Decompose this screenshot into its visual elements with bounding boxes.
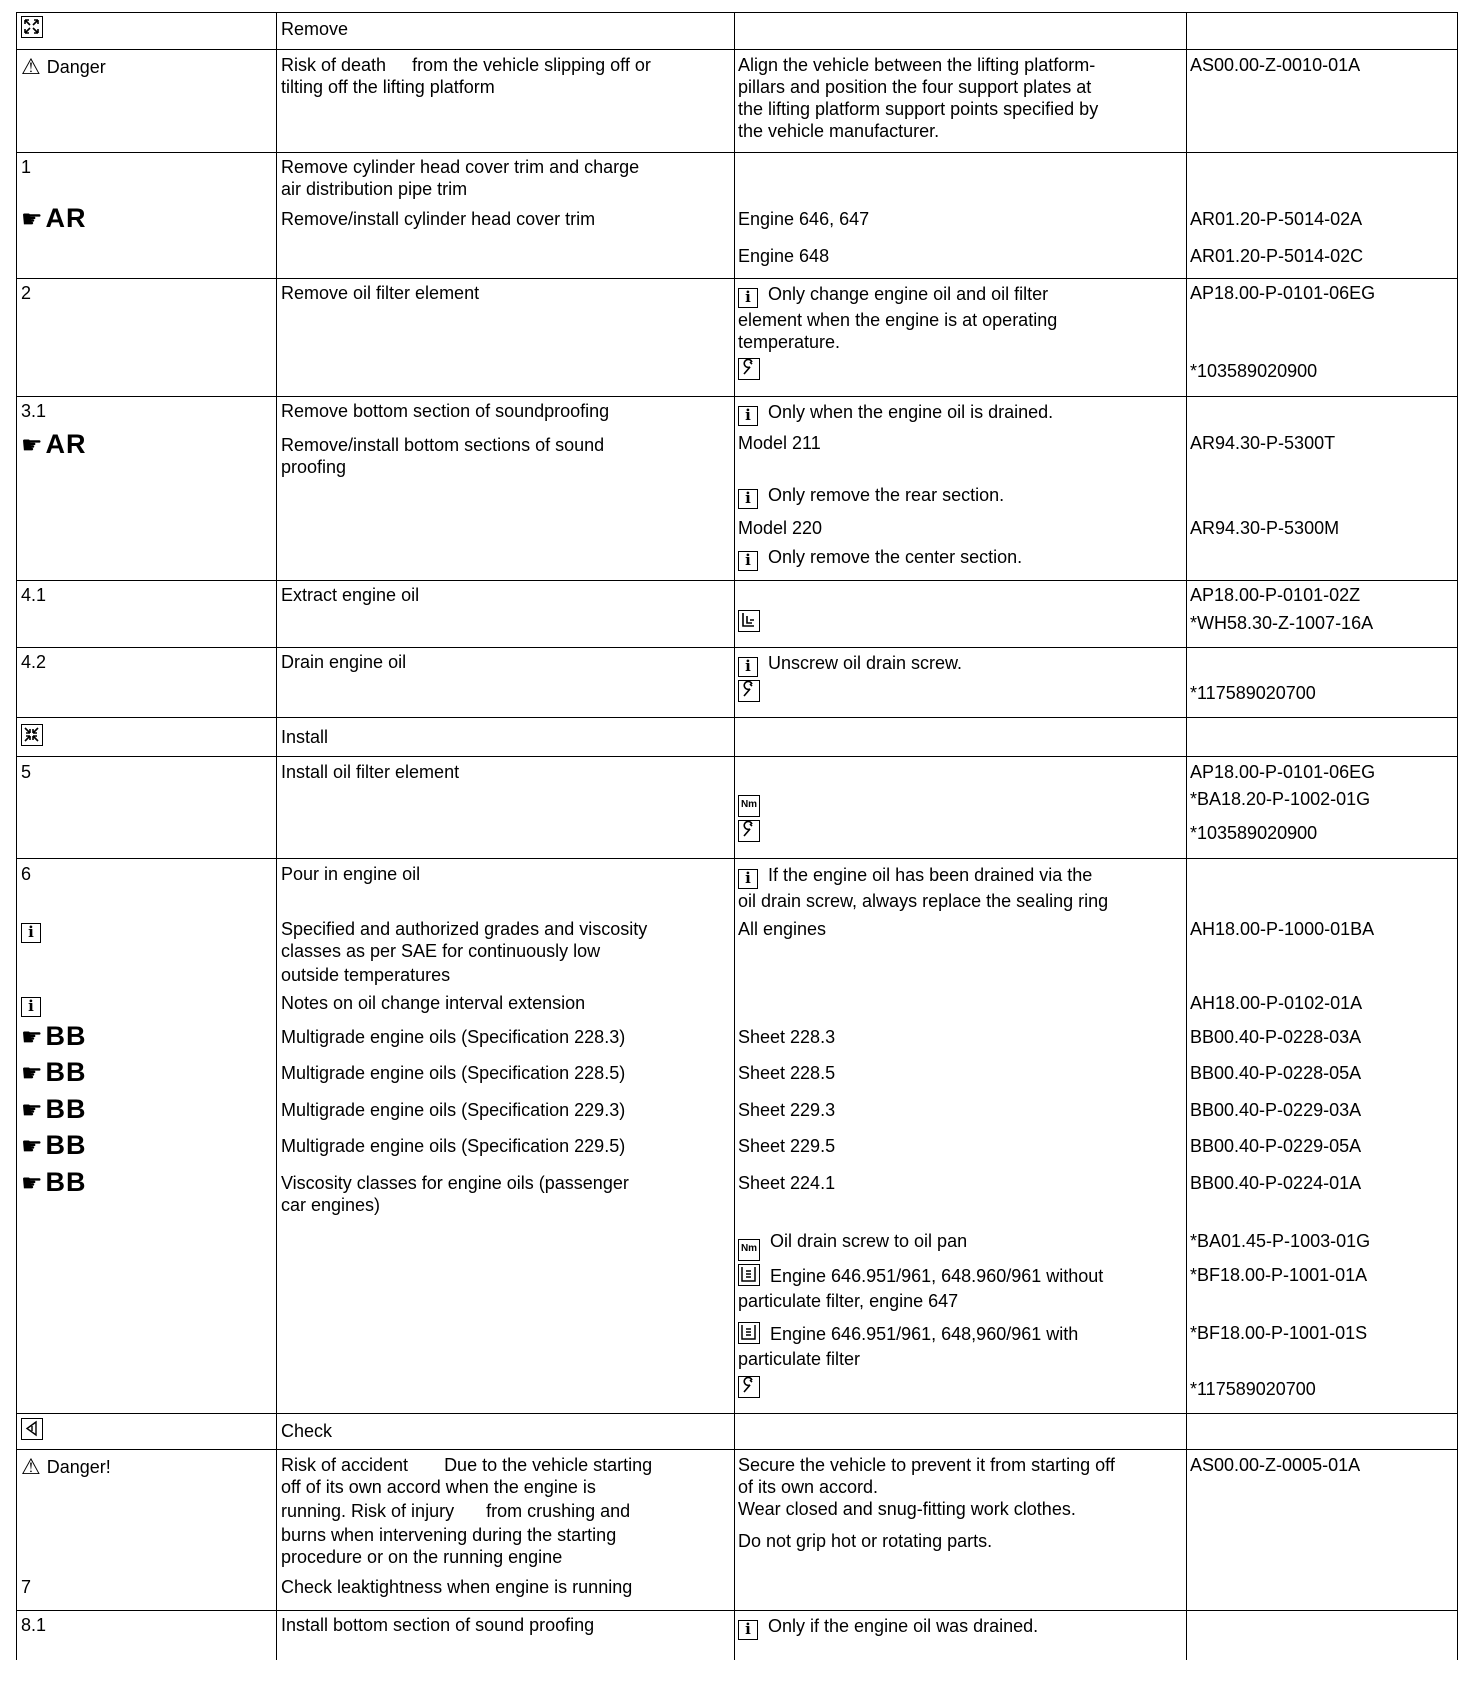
step-text: Install bottom section of sound proofing: [281, 1615, 595, 1635]
danger-text: Danger: [46, 57, 106, 77]
pointing-hand-icon: ☛: [21, 1059, 44, 1087]
danger-text: Danger!: [46, 1457, 111, 1477]
ar-reference-marker: ☛AR: [21, 203, 87, 233]
warning-triangle-icon: ⚠: [21, 1455, 41, 1480]
viscosity-text: Viscosity classes for engine oils (passenger: [281, 1173, 629, 1193]
danger-ref: AS00.00-Z-0010-01A: [1190, 55, 1361, 75]
bb-ref[interactable]: BB00.40-P-0228-03A: [1190, 1027, 1362, 1047]
row-divider: [17, 396, 1457, 397]
info-note: i Unscrew oil drain screw.: [738, 652, 1178, 677]
step-number: 3.1: [21, 401, 47, 421]
torque-icon: Nm: [738, 1239, 760, 1261]
row-divider: [17, 278, 1457, 279]
tool-marker: [738, 680, 1178, 703]
bb-reference-marker: ☛BB: [21, 1167, 87, 1197]
section-title-remove: Remove: [281, 19, 349, 39]
step-number: 6: [21, 864, 32, 884]
spec-applies: All engines: [738, 919, 827, 939]
oil-spec: Multigrade engine oils (Specification 229.5): [281, 1136, 626, 1156]
tool-marker: [738, 1376, 1178, 1399]
special-tool-icon: [738, 358, 760, 380]
bb-reference-marker: ☛BB: [21, 1094, 87, 1124]
oil-sheet: Sheet 229.5: [738, 1136, 836, 1156]
danger-risk: Risk of death from the vehicle slipping off or: [281, 55, 651, 75]
spec-text: Specified and authorized grades and viscosity: [281, 919, 648, 939]
info-icon: i: [738, 489, 758, 509]
danger-measure: Do not grip hot or rotating parts.: [738, 1531, 993, 1551]
oil-spec: Multigrade engine oils (Specification 228.5): [281, 1063, 626, 1083]
procedure-table: [16, 12, 1458, 1660]
info-icon: i: [738, 288, 758, 308]
row-divider: [17, 580, 1457, 581]
ah-ref[interactable]: AH18.00-P-0102-01A: [1190, 993, 1363, 1013]
remove-row-icon: [21, 16, 53, 39]
step-text: Install oil filter element: [281, 762, 460, 782]
pointing-hand-icon: ☛: [21, 1132, 44, 1160]
install-row-icon: [21, 724, 53, 747]
ar-text: Remove/install cylinder head cover trim: [281, 209, 596, 229]
info-note-cont: oil drain screw, always replace the sealing ring: [738, 891, 1109, 911]
model-variant: Model 220: [738, 518, 823, 538]
danger-measure: the vehicle manufacturer.: [738, 121, 940, 141]
danger-risk-cont: off of its own accord when the engine is: [281, 1477, 596, 1497]
info-marker: [21, 992, 51, 1017]
ap-ref[interactable]: AP18.00-P-0101-06EG: [1190, 283, 1376, 303]
danger-measure: Align the vehicle between the lifting platform-: [738, 55, 1096, 75]
danger-risk: Risk of accident Due to the vehicle starting: [281, 1455, 653, 1475]
info-note: i Only if the engine oil was drained.: [738, 1615, 1178, 1640]
step-number: 1: [21, 157, 32, 177]
danger-risk-cont: running. Risk of injury from crushing and: [281, 1501, 631, 1521]
step-text: Remove oil filter element: [281, 283, 480, 303]
info-icon: i: [738, 551, 758, 571]
pointing-hand-icon: ☛: [21, 205, 44, 233]
tool-marker: [738, 820, 1178, 843]
capacity-note-cont: particulate filter: [738, 1349, 861, 1369]
danger-risk-cont: burns when intervening during the starting: [281, 1525, 617, 1545]
info-icon: i: [21, 997, 41, 1017]
ba-ref[interactable]: *BA18.20-P-1002-01G: [1190, 789, 1371, 809]
info-note: i Only when the engine oil is drained.: [738, 401, 1178, 426]
spec-text: classes as per SAE for continuously low: [281, 941, 601, 961]
oil-spec: Multigrade engine oils (Specification 228.3): [281, 1027, 626, 1047]
row-divider: [17, 12, 1457, 13]
danger-measure: of its own accord.: [738, 1477, 879, 1497]
danger-label: [21, 1456, 111, 1479]
interval-text: Notes on oil change interval extension: [281, 993, 586, 1013]
ap-ref[interactable]: AP18.00-P-0101-02Z: [1190, 585, 1361, 605]
row-divider: [17, 647, 1457, 648]
ar-ref[interactable]: AR94.30-P-5300T: [1190, 433, 1336, 453]
special-tool-icon: [738, 820, 760, 842]
tool-ref[interactable]: *103589020900: [1190, 361, 1318, 381]
step-text: Drain engine oil: [281, 652, 407, 672]
tool-ref[interactable]: *103589020900: [1190, 823, 1318, 843]
install-icon: [21, 724, 43, 746]
wh-ref[interactable]: *WH58.30-Z-1007-16A: [1190, 613, 1374, 633]
ar-text: Remove/install bottom sections of sound: [281, 435, 605, 455]
tool-ref[interactable]: *117589020700: [1190, 683, 1316, 703]
step-text: Remove cylinder head cover trim and charge: [281, 157, 640, 177]
pointing-hand-icon: ☛: [21, 1096, 44, 1124]
capacity-note: Engine 646.951/961, 648.960/961 without: [738, 1264, 1178, 1287]
info-note: i Only remove the rear section.: [738, 484, 1178, 509]
step-text: air distribution pipe trim: [281, 179, 468, 199]
row-divider: [17, 756, 1457, 757]
bb-reference-marker: ☛BB: [21, 1021, 87, 1051]
spec-text: outside temperatures: [281, 965, 451, 985]
torque-note: Nm Oil drain screw to oil pan: [738, 1230, 1178, 1261]
info-icon: i: [21, 923, 41, 943]
oil-spec: Multigrade engine oils (Specification 229.3): [281, 1100, 626, 1120]
ar-text: proofing: [281, 457, 347, 477]
row-divider: [17, 49, 1457, 50]
torque-icon: Nm: [738, 795, 760, 817]
info-marker: [21, 918, 51, 943]
danger-ref[interactable]: AS00.00-Z-0005-01A: [1190, 1455, 1361, 1475]
bb-ref[interactable]: BB00.40-P-0229-03A: [1190, 1100, 1362, 1120]
step-number: 4.2: [21, 652, 47, 672]
row-divider: [17, 1413, 1457, 1414]
bf-ref[interactable]: *BF18.00-P-1001-01A: [1190, 1265, 1368, 1285]
section-title-check: Check: [281, 1421, 333, 1441]
section-title-install: Install: [281, 727, 329, 747]
bb-ref[interactable]: BB00.40-P-0224-01A: [1190, 1173, 1362, 1193]
danger-measure: the lifting platform support points specified by: [738, 99, 1099, 119]
bf-ref[interactable]: *BF18.00-P-1001-01S: [1190, 1323, 1368, 1343]
row-divider: [17, 717, 1457, 718]
step-number: 8.1: [21, 1615, 47, 1635]
danger-measure: pillars and position the four support plates at: [738, 77, 1092, 97]
danger-risk-cont: tilting off the lifting platform: [281, 77, 495, 97]
warning-triangle-icon: ⚠: [21, 55, 41, 80]
bb-ref[interactable]: BB00.40-P-0228-05A: [1190, 1063, 1362, 1083]
oil-sheet: Sheet 228.3: [738, 1027, 836, 1047]
torque-marker: [738, 786, 1178, 817]
ar-ref[interactable]: AR01.20-P-5014-02A: [1190, 209, 1363, 229]
oil-sheet: Sheet 224.1: [738, 1173, 836, 1193]
pointing-hand-icon: ☛: [21, 1169, 44, 1197]
info-note: i Only change engine oil and oil filter: [738, 283, 1178, 308]
row-divider: [17, 152, 1457, 153]
ba-ref[interactable]: *BA01.45-P-1003-01G: [1190, 1231, 1371, 1251]
info-icon: i: [738, 406, 758, 426]
capacity-icon: [738, 1264, 760, 1286]
viscosity-text: car engines): [281, 1195, 381, 1215]
special-tool-icon: [738, 1376, 760, 1398]
tool-marker: [738, 358, 1178, 381]
danger-measure: Wear closed and snug-fitting work clothes.: [738, 1499, 1076, 1519]
ar-ref[interactable]: AR94.30-P-5300M: [1190, 518, 1340, 538]
capacity-icon: [738, 1322, 760, 1344]
step-text: Remove bottom section of soundproofing: [281, 401, 610, 421]
info-note: i If the engine oil has been drained via the: [738, 864, 1178, 889]
info-note-cont: temperature.: [738, 332, 841, 352]
pointing-hand-icon: ☛: [21, 431, 44, 459]
bb-ref[interactable]: BB00.40-P-0229-05A: [1190, 1136, 1362, 1156]
check-row-icon: [21, 1418, 53, 1441]
info-icon: i: [738, 869, 758, 889]
danger-risk-cont: procedure or on the running engine: [281, 1547, 563, 1567]
remove-icon: [21, 16, 43, 38]
extract-marker: [738, 610, 1178, 633]
step-number: 5: [21, 762, 32, 782]
oil-sheet: Sheet 229.3: [738, 1100, 836, 1120]
step-number: 7: [21, 1577, 32, 1597]
danger-label: [21, 56, 106, 79]
extract-device-icon: [738, 610, 760, 632]
info-icon: i: [738, 1620, 758, 1640]
engine-variant: Engine 646, 647: [738, 209, 870, 229]
ah-ref[interactable]: AH18.00-P-1000-01BA: [1190, 919, 1375, 939]
bb-reference-marker: ☛BB: [21, 1130, 87, 1160]
engine-variant: Engine 648: [738, 246, 830, 266]
danger-measure: Secure the vehicle to prevent it from starting off: [738, 1455, 1115, 1475]
oil-sheet: Sheet 228.5: [738, 1063, 836, 1083]
info-note: i Only remove the center section.: [738, 546, 1178, 571]
pointing-hand-icon: ☛: [21, 1023, 44, 1051]
capacity-note-cont: particulate filter, engine 647: [738, 1291, 959, 1311]
special-tool-icon: [738, 680, 760, 702]
row-divider: [17, 1610, 1457, 1611]
step-text: Pour in engine oil: [281, 864, 421, 884]
row-divider: [17, 858, 1457, 859]
model-variant: Model 211: [738, 433, 821, 453]
ar-ref[interactable]: AR01.20-P-5014-02C: [1190, 246, 1364, 266]
tool-ref[interactable]: *117589020700: [1190, 1379, 1316, 1399]
info-icon: i: [738, 657, 758, 677]
step-number: 2: [21, 283, 32, 303]
step-text: Check leaktightness when engine is running: [281, 1577, 633, 1597]
check-icon: [21, 1418, 43, 1440]
info-note-cont: element when the engine is at operating: [738, 310, 1058, 330]
capacity-note: Engine 646.951/961, 648,960/961 with: [738, 1322, 1178, 1345]
row-divider: [17, 1449, 1457, 1450]
step-number: 4.1: [21, 585, 47, 605]
ar-reference-marker: ☛AR: [21, 429, 87, 459]
step-text: Extract engine oil: [281, 585, 420, 605]
bb-reference-marker: ☛BB: [21, 1057, 87, 1087]
ap-ref[interactable]: AP18.00-P-0101-06EG: [1190, 762, 1376, 782]
